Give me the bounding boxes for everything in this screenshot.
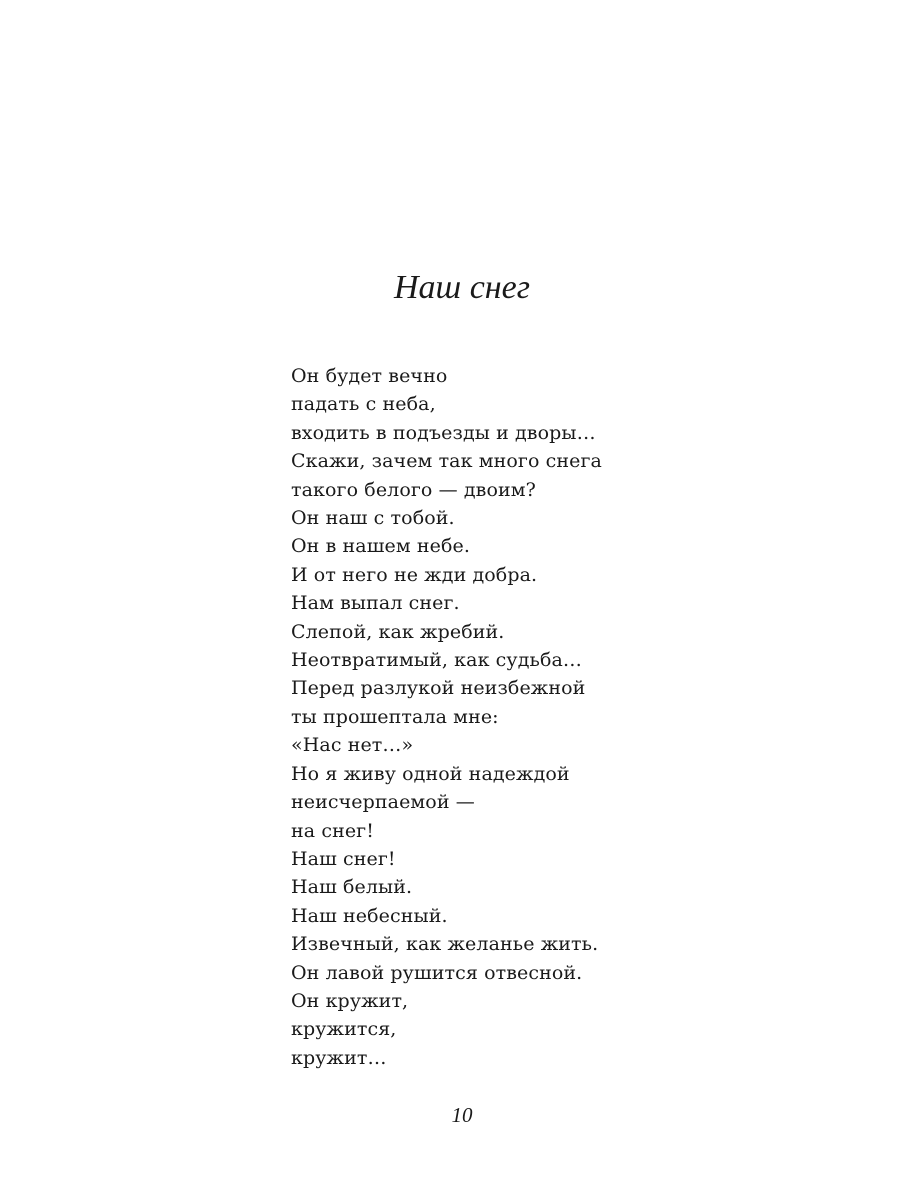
poem-line: Извечный, как желанье жить. — [291, 933, 599, 956]
poem-line: кружится, — [291, 1018, 397, 1041]
poem-line: Наш белый. — [291, 876, 413, 899]
poem-line: Но я живу одной надеждой — [291, 762, 570, 785]
poem-line: Скажи, зачем так много снега — [291, 450, 602, 473]
poem-line: Наш небесный. — [291, 904, 448, 927]
page-number: 10 — [451, 1103, 473, 1127]
poem-line: Неотвратимый, как судьба… — [291, 649, 583, 672]
poem-body — [291, 362, 602, 1072]
poem-line: падать с неба, — [291, 393, 436, 416]
poem-line: Он будет вечно — [291, 365, 448, 387]
poem-line: ты прошептала мне: — [291, 705, 499, 728]
poem-line: входить в подъезды и дворы… — [291, 421, 596, 444]
poem-line: Наш снег! — [291, 847, 396, 870]
poem-line: «Нас нет…» — [291, 734, 414, 757]
poem-line: Слепой, как жребий. — [291, 620, 505, 643]
poem-line: такого белого — двоим? — [291, 478, 536, 501]
poem-line: неисчерпаемой — — [291, 791, 475, 814]
poem-title: Наш снег — [393, 269, 531, 306]
poem-line: И от него не жди добра. — [291, 563, 538, 586]
poem-line: Он в нашем небе. — [291, 535, 470, 558]
poem-line: кружит… — [291, 1046, 387, 1069]
poem-line: на снег! — [291, 819, 374, 842]
poem-line: Он наш с тобой. — [291, 507, 455, 530]
poem-line: Перед разлукой неизбежной — [291, 677, 586, 700]
poem-line: Нам выпал снег. — [291, 592, 460, 615]
poem-line: Он кружит, — [291, 989, 409, 1012]
poem-line: Он лавой рушится отвесной. — [291, 961, 583, 984]
